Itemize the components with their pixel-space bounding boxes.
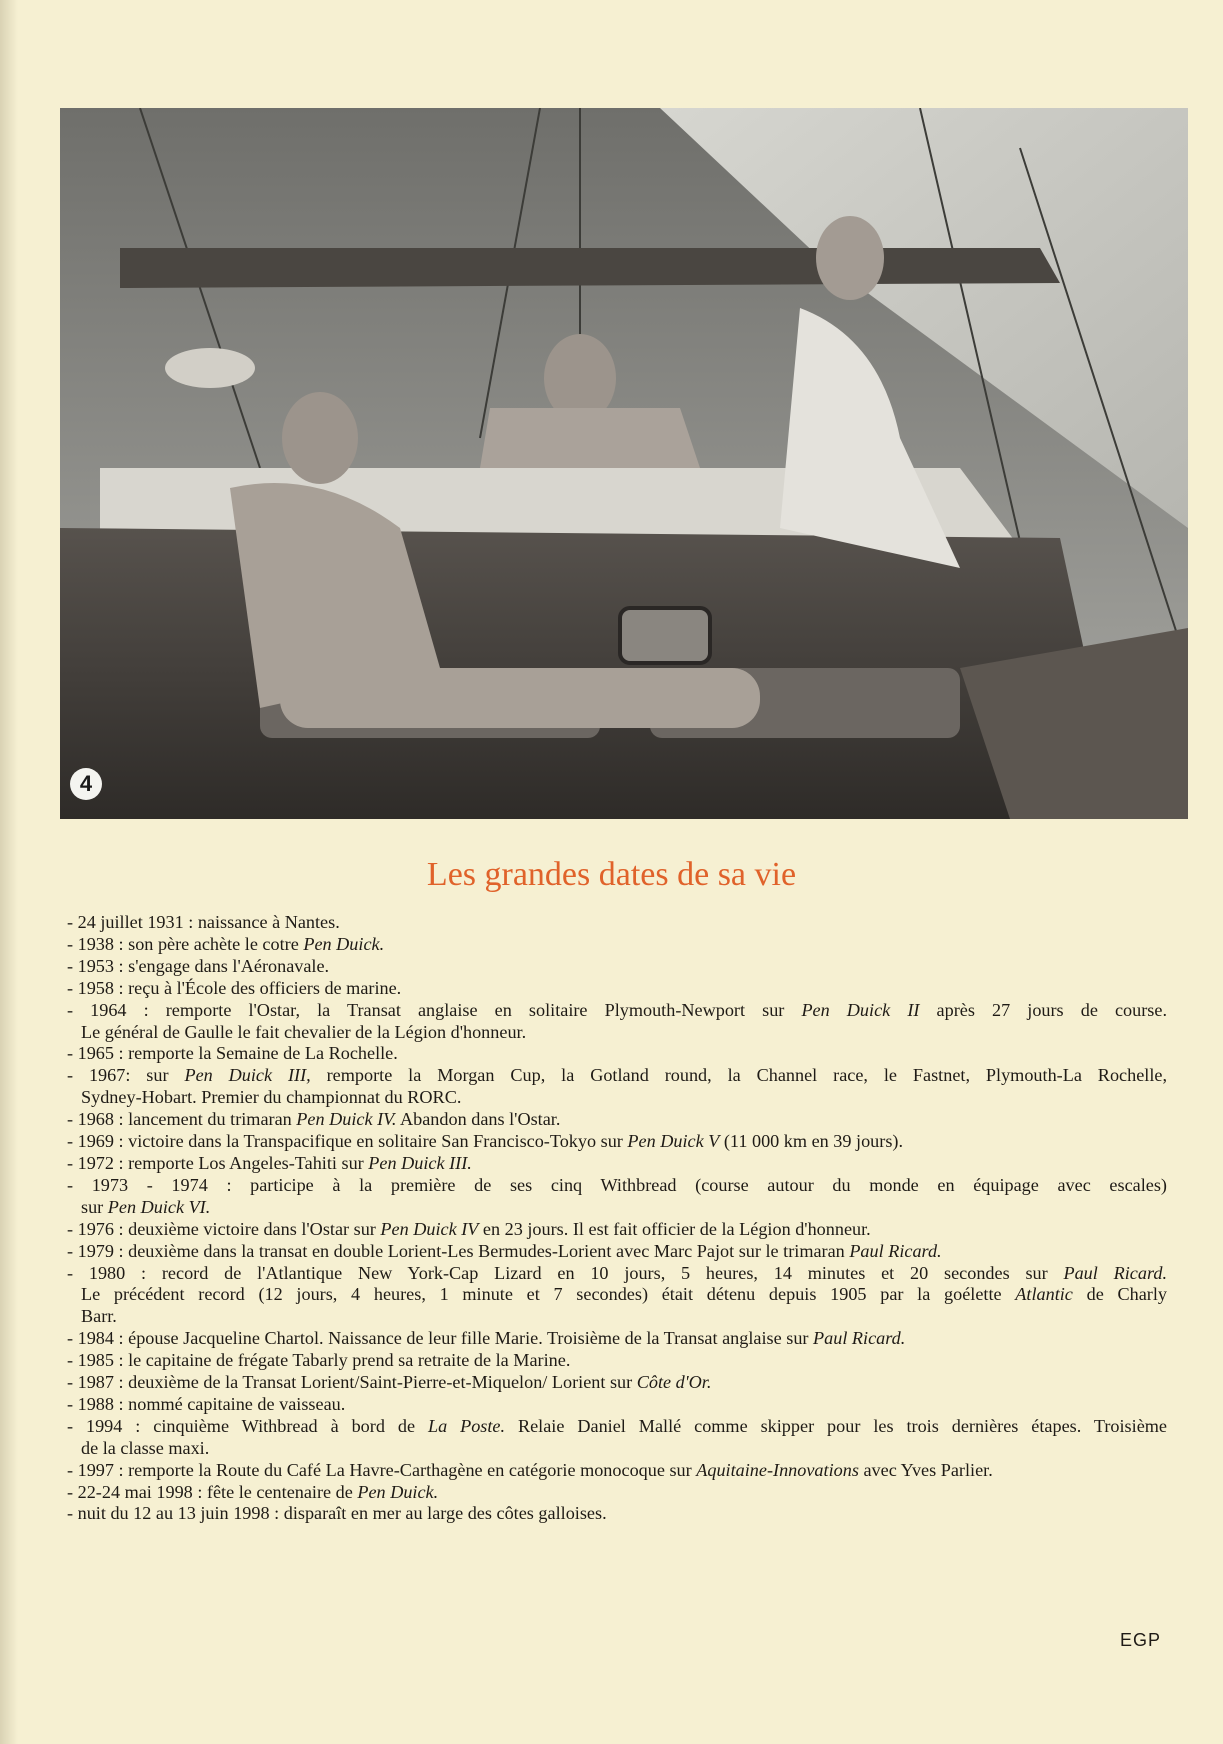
timeline-line [67,956,1167,978]
timeline-line [67,1153,1167,1175]
boat-name: Paul Ricard. [813,1328,906,1349]
timeline-line [67,1175,1167,1197]
timeline-item [67,978,1167,1000]
timeline-item [67,1416,1167,1460]
timeline-item [67,1460,1167,1482]
timeline-text: - 1967: sur [67,1065,185,1086]
timeline-text: - 1964 : remporte l'Ostar, la Transat anglaise en solitaire Plymouth-Newport sur [67,999,802,1020]
timeline-line [67,1263,1167,1285]
timeline-text: - 22-24 mai 1998 : fête le centenaire de [67,1481,358,1502]
timeline-text: de la classe maxi. [81,1437,210,1458]
boat-name: Pen Duick III, [184,1065,311,1086]
timeline-text: - 1984 : épouse Jacqueline Chartol. Naissance de leur fille Marie. Troisième de la Transat anglaise sur [67,1328,814,1349]
boat-name: Pen Duick IV. [296,1109,397,1130]
boat-name: Aquitaine-Innovations [696,1459,859,1480]
timeline-line [67,1043,1167,1065]
timeline-item [67,1000,1167,1044]
boat-name: Atlantic [1015,1284,1073,1305]
timeline-text: - 1972 : remporte Los Angeles-Tahiti sur [67,1152,369,1173]
timeline-text: - nuit du 12 au 13 juin 1998 : disparaît en mer au large des côtes galloises. [67,1503,607,1524]
timeline-text: Relaie Daniel Mallé comme skipper pour les trois dernières étapes. Troisième [505,1415,1167,1436]
boat-name: Paul Ricard. [849,1240,942,1261]
timeline-item [67,1241,1167,1263]
timeline-text: - 1973 - 1974 : participe à la première de ses cinq Withbread (course autour du monde en équipage avec escales) [67,1174,1167,1195]
boat-name: Pen Duick V [627,1131,720,1152]
timeline-text: - 1938 : son père achète le cotre [67,933,304,954]
timeline-line [67,934,1167,956]
sailboat-deck-photo-icon [60,108,1188,819]
timeline-line [67,1197,1167,1219]
boat-name: Pen Duick IV [380,1218,479,1239]
timeline-text: (11 000 km en 39 jours). [719,1131,904,1152]
timeline-text: - 1958 : reçu à l'École des officiers de marine. [67,977,402,998]
timeline-line [67,1372,1167,1394]
timeline-line [67,1065,1167,1087]
boat-name: Pen Duick VI. [107,1196,211,1217]
timeline-list [67,912,1167,1525]
timeline-line [67,1131,1167,1153]
boat-name: Pen Duick III. [368,1152,472,1173]
timeline-line [67,1416,1167,1438]
timeline-text: - 24 juillet 1931 : naissance à Nantes. [67,912,340,932]
timeline-line [67,1000,1167,1022]
timeline-line [67,1328,1167,1350]
timeline-line [67,1022,1167,1044]
timeline-text: avec Yves Parlier. [858,1459,993,1480]
timeline-text: après 27 jours de course. [919,999,1167,1020]
boat-name: Paul Ricard. [1063,1262,1167,1283]
timeline-text: Barr. [81,1306,117,1327]
boat-name: Pen Duick. [357,1481,439,1502]
timeline-item [67,1043,1167,1065]
timeline-item [67,912,1167,934]
timeline-item [67,1372,1167,1394]
timeline-line [67,1306,1167,1328]
timeline-item [67,1350,1167,1372]
timeline-item [67,1503,1167,1525]
timeline-item [67,1065,1167,1109]
timeline-line [67,1241,1167,1263]
timeline-text: - 1997 : remporte la Route du Café La Havre-Carthagène en catégorie monocoque sur [67,1459,697,1480]
timeline-text: en 23 jours. Il est fait officier de la Légion d'honneur. [478,1218,871,1239]
timeline-item [67,1482,1167,1504]
boat-name: Côte d'Or. [636,1372,712,1393]
timeline-line [67,1219,1167,1241]
footer-mark: EGP [1120,1630,1162,1650]
timeline-text: - 1980 : record de l'Atlantique New York-Cap Lizard en 10 jours, 5 heures, 14 minutes et 20 secondes sur [67,1262,1064,1283]
timeline-line [67,1284,1167,1306]
timeline-item [67,1328,1167,1350]
timeline-line [67,1350,1167,1372]
timeline-line [67,1109,1167,1131]
timeline-line [67,1482,1167,1504]
timeline-item [67,934,1167,956]
timeline-text: - 1985 : le capitaine de frégate Tabarly prend sa retraite de la Marine. [67,1350,571,1371]
timeline-text: - 1979 : deuxième dans la transat en double Lorient-Les Bermudes-Lorient avec Marc Pajot sur le trimaran [67,1240,850,1261]
boat-name: Pen Duick II [801,999,920,1020]
timeline-item [67,1219,1167,1241]
timeline-item [67,1263,1167,1329]
timeline-item [67,1153,1167,1175]
section-title: Les grandes dates de sa vie [426,856,797,893]
timeline-text: - 1987 : deuxième de la Transat Lorient/Saint-Pierre-et-Miquelon/ Lorient sur [67,1372,637,1393]
timeline-line [67,1503,1167,1525]
timeline-text: sur [81,1196,108,1217]
timeline-line [67,1438,1167,1460]
boat-name: Pen Duick. [303,933,385,954]
timeline-item [67,956,1167,978]
timeline-text: - 1969 : victoire dans la Transpacifique en solitaire San Francisco-Tokyo sur [67,1131,628,1152]
timeline-item [67,1394,1167,1416]
timeline-line [67,1394,1167,1416]
timeline-text: - 1953 : s'engage dans l'Aéronavale. [67,955,330,976]
timeline-text: - 1994 : cinquième Withbread à bord de [67,1415,428,1436]
timeline-text: Le précédent record (12 jours, 4 heures, 1 minute et 7 secondes) était détenu depuis 1905 par la goélette [81,1284,1016,1305]
timeline-item [67,1175,1167,1219]
timeline-text: - 1988 : nommé capitaine de vaisseau. [67,1393,346,1414]
timeline-text: - 1976 : deuxième victoire dans l'Ostar sur [67,1218,381,1239]
timeline-text: Le général de Gaulle le fait chevalier de la Légion d'honneur. [81,1021,527,1042]
timeline-item [67,1109,1167,1131]
timeline-text: - 1968 : lancement du trimaran [67,1109,297,1130]
photo-number-badge: 4 [70,768,102,800]
sailboat-photo [60,108,1188,819]
timeline-line [67,912,1167,934]
timeline-text: remporte la Morgan Cup, la Gotland round, la Channel race, le Fastnet, Plymouth-La Rochelle, [310,1065,1167,1086]
timeline-text: Abandon dans l'Ostar. [396,1109,561,1130]
timeline-text: de Charly [1072,1284,1167,1305]
timeline-line [67,1460,1167,1482]
timeline-item [67,1131,1167,1153]
timeline-line [67,978,1167,1000]
timeline-text: - 1965 : remporte la Semaine de La Rochelle. [67,1043,398,1064]
timeline-line [67,1087,1167,1109]
timeline-text: Sydney-Hobart. Premier du championnat du RORC. [81,1087,462,1108]
boat-name: La Poste. [427,1415,506,1436]
